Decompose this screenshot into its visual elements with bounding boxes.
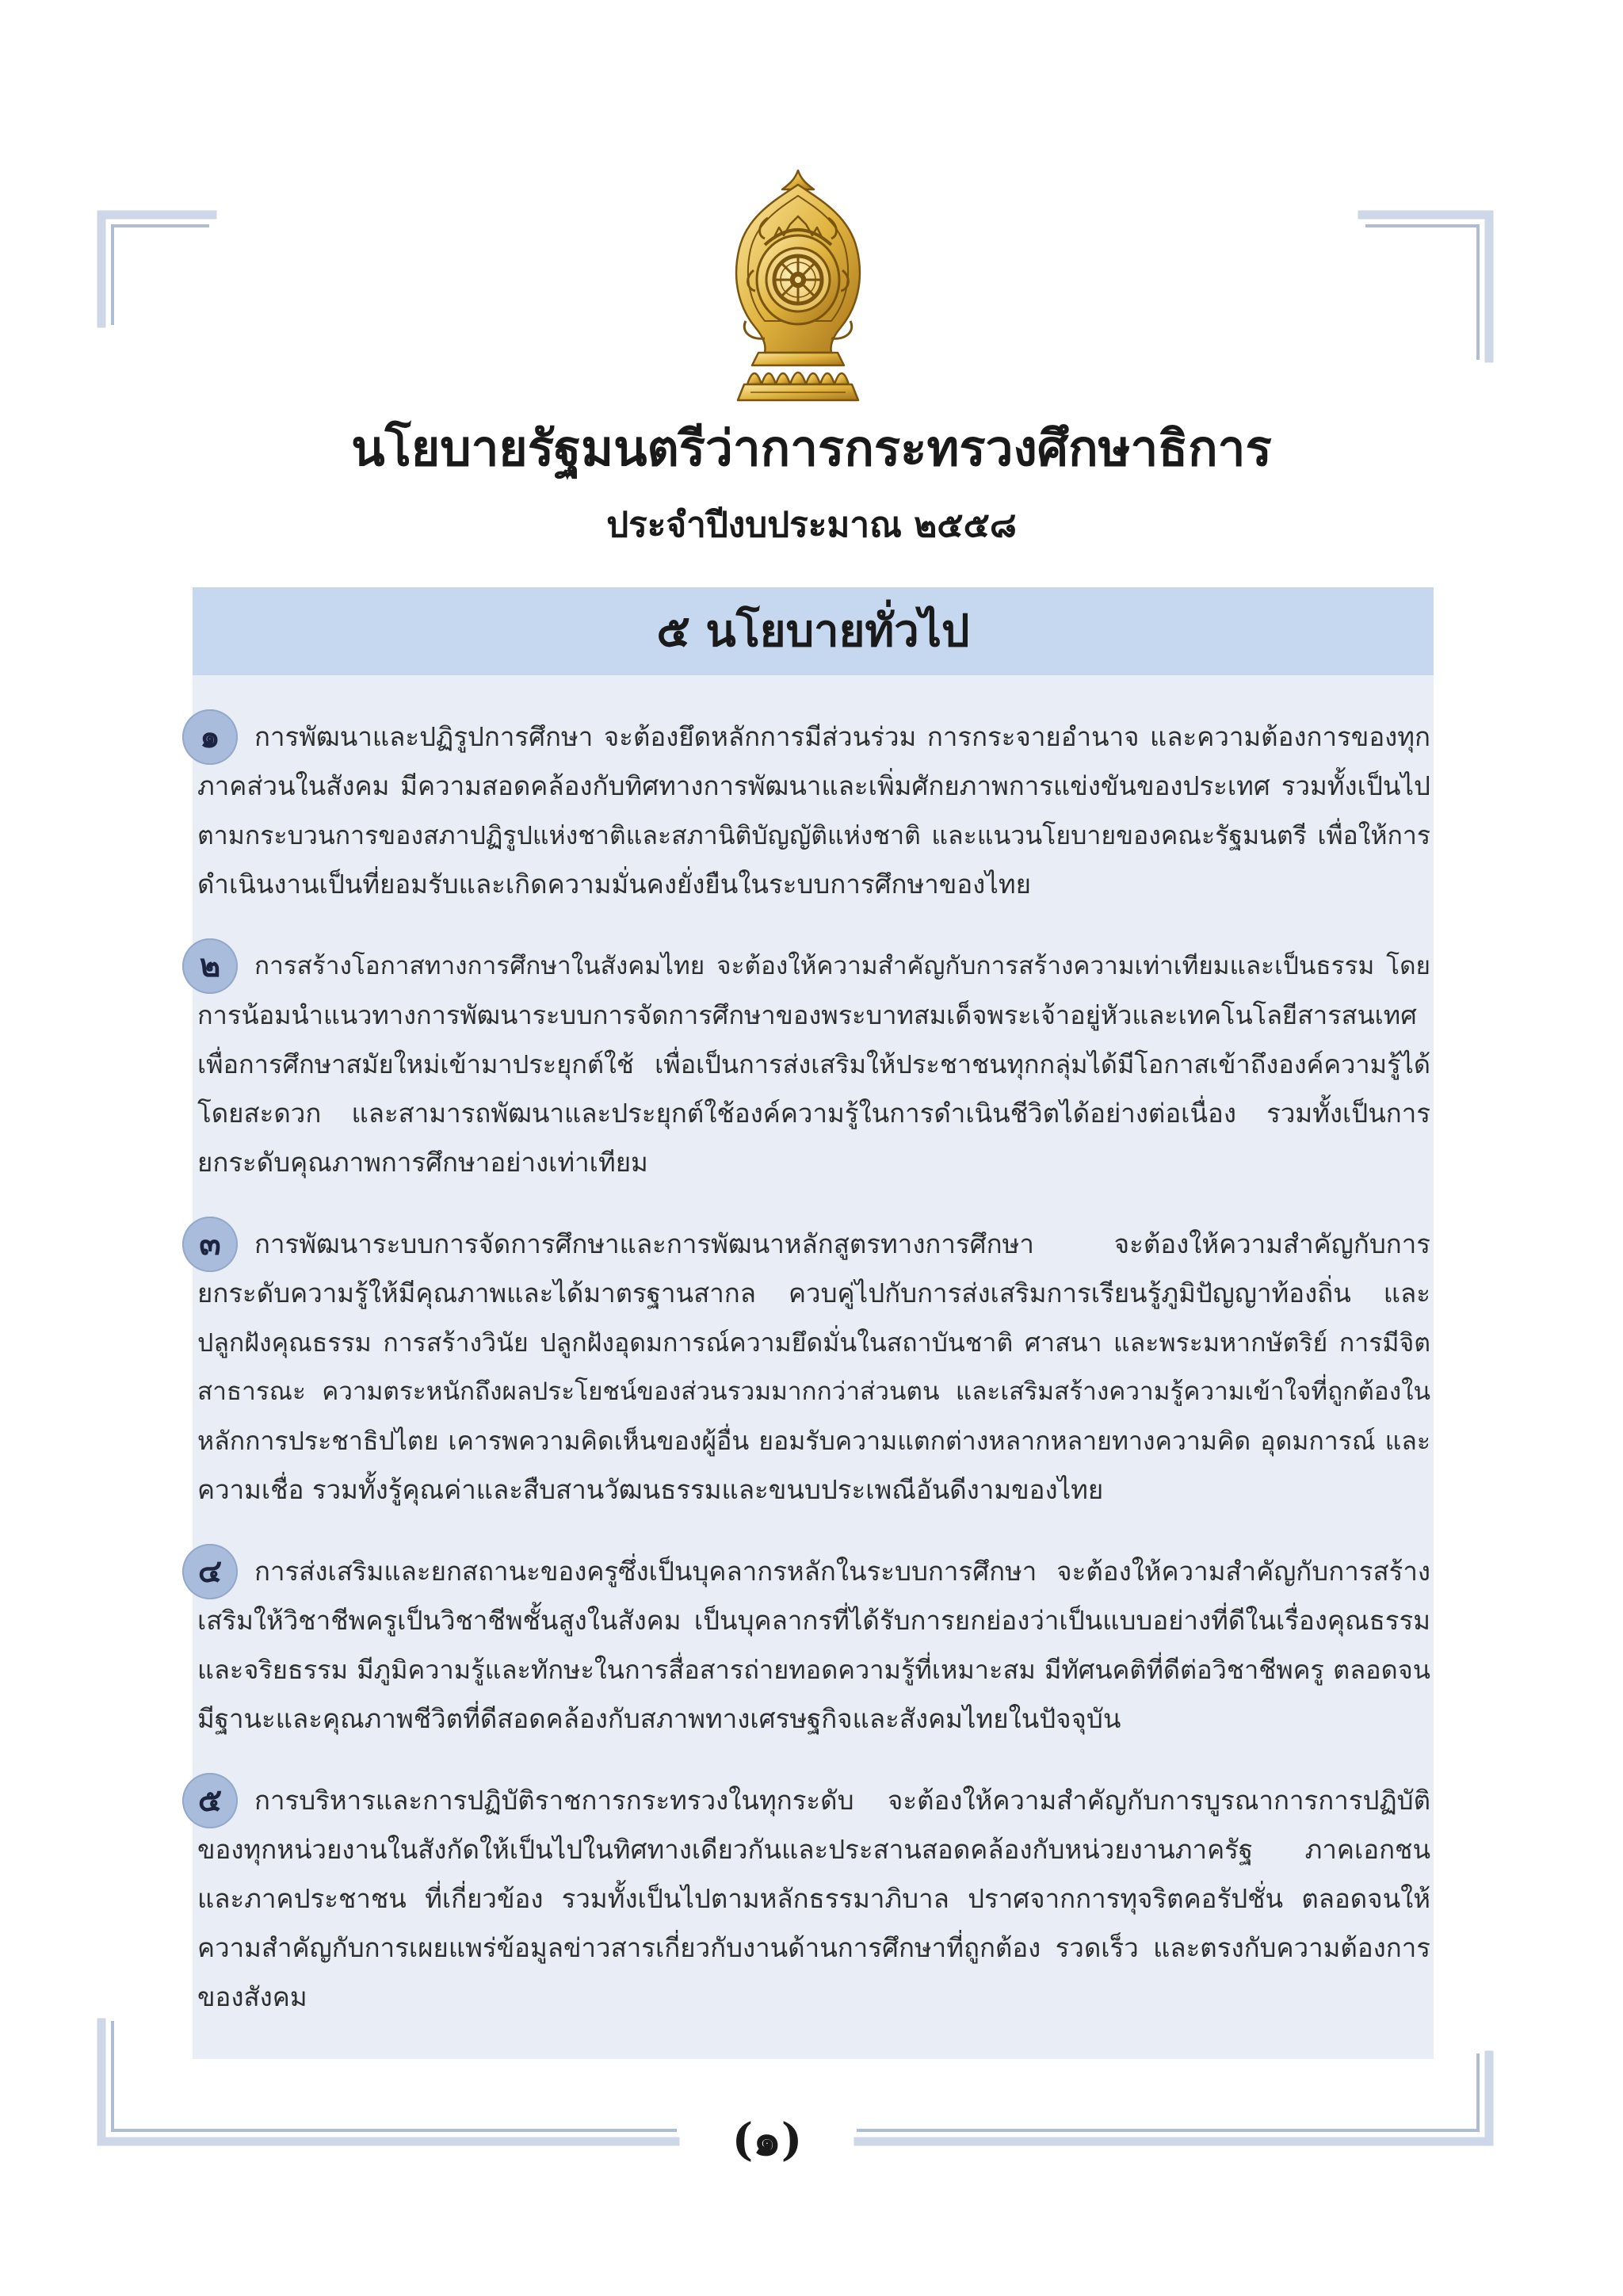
policy-text-line: เพื่อการศึกษาสมัยใหม่เข้ามาประยุกต์ใช้ เพื่อเป็นการส่งเสริมให้ประชาชนทุกกลุ่มได้มีโอกาสเข้าถึงองค์ความรู้ได้ [197, 1049, 1430, 1079]
policy-text-line: ยกระดับความรู้ให้มีคุณภาพและได้มาตรฐานสากล ควบคู่ไปกับการส่งเสริมการเรียนรู้ภูมิปัญญาท้องถิ่น และ [197, 1278, 1430, 1308]
frame-corner-top-right-outer [1362, 215, 1489, 358]
policy-text-line: ความสำคัญกับการเผยแพร่ข้อมูลข่าวสารเกี่ยวกับงานด้านการศึกษาที่ถูกต้อง รวดเร็ว และตรงกับความต้องการ [197, 1932, 1430, 1963]
policy-text-line: ของทุกหน่วยงานในสังกัดให้เป็นไปในทิศทางเดียวกันและประสานสอดคล้องกับหน่วยงานภาครัฐ ภาคเอกชน [197, 1834, 1430, 1865]
policy-list [193, 675, 1434, 2022]
policy-text-line: ยกระดับคุณภาพการศึกษาอย่างเท่าเทียม [197, 1147, 648, 1178]
ministry-emblem-logo [717, 169, 879, 403]
page-subtitle: ประจำปีงบประมาณ ๒๕๕๘ [606, 505, 1017, 545]
policy-number-badge: ๕ [182, 1773, 238, 1828]
policy-text-line: การส่งเสริมและยกสถานะของครูซึ่งเป็นบุคลากรหลักในระบบการศึกษา จะต้องให้ความสำคัญกับการสร้าง [254, 1556, 1430, 1587]
emblem-base-top [752, 353, 844, 365]
policy-text-line: หลักการประชาธิปไตย เคารพความคิดเห็นของผู้อื่น ยอมรับความแตกต่างหลากหลายทางความคิด อุดมการณ์ และ [197, 1426, 1430, 1456]
policy-text-line: และภาคประชาชน ที่เกี่ยวข้อง รวมทั้งเป็นไปตามหลักธรรมาภิบาล ปราศจากการทุจริตคอรัปชั่น ตลอดจนให้ [197, 1883, 1430, 1914]
policy-number-badge: ๒ [182, 938, 238, 994]
policy-item [197, 942, 1430, 1187]
page-number: (๑) [731, 2114, 803, 2166]
policy-number-badge: ๓ [182, 1217, 238, 1272]
policy-text-line: โดยสะดวก และสามารถพัฒนาและประยุกต์ใช้องค์ความรู้ในการดำเนินชีวิตได้อย่างต่อเนื่อง รวมทั้งเป็นการ [197, 1098, 1430, 1129]
policy-text-line: ดำเนินงานเป็นที่ยอมรับและเกิดความมั่นคงยั่งยืนในระบบการศึกษาของไทย [197, 869, 1031, 900]
policy-text-line: ความเชื่อ รวมทั้งรู้คุณค่าและสืบสานวัฒนธรรมและขนบประเพณีอันดีงามของไทย [197, 1474, 1104, 1505]
section-heading: ๕ นโยบายทั่วไป [193, 587, 1434, 675]
policy-item [197, 1220, 1430, 1515]
policy-text-line: เสริมให้วิชาชีพครูเป็นวิชาชีพชั้นสูงในสังคม เป็นบุคลากรที่ได้รับการยกย่องว่าเป็นแบบอย่างที่ดีในเรื่องคุณธรรม [197, 1605, 1430, 1636]
dharma-wheel-icon [774, 256, 822, 304]
frame-corner-bottom-right-inner [858, 2055, 1478, 2130]
frame-corner-top-left-outer [101, 215, 212, 323]
policy-text-line: การพัฒนาและปฏิรูปการศึกษา จะต้องยึดหลักการมีส่วนร่วม การกระจายอำนาจ และความต้องการของทุก [254, 721, 1430, 752]
frame-corner-top-left-inner [113, 226, 208, 323]
frame-corner-top-right-inner [1367, 226, 1478, 358]
policy-number-badge: ๔ [182, 1544, 238, 1599]
frame-corner-bottom-right-outer [858, 2055, 1489, 2141]
policy-text-line: การพัฒนาระบบการจัดการศึกษาและการพัฒนาหลักสูตรทางการศึกษา จะต้องให้ความสำคัญกับการ [254, 1228, 1430, 1259]
policy-number-badge: ๑ [182, 709, 238, 765]
policy-text-line: การสร้างโอกาสทางการศึกษาในสังคมไทย จะต้องให้ความสำคัญกับการสร้างความเท่าเทียมและเป็นธรรม โดย [254, 952, 1430, 980]
policy-text-line: การบริหารและการปฏิบัติราชการกระทรวงในทุกระดับ จะต้องให้ความสำคัญกับการบูรณาการการปฏิบัติ [254, 1785, 1430, 1816]
policy-text-line: ปลูกฝังคุณธรรม การสร้างวินัย ปลูกฝังอุดมการณ์ความยึดมั่นในสถาบันชาติ ศาสนา และพระมหากษัตริย์ การมีจิต [197, 1328, 1430, 1358]
emblem-lotus-petals [747, 372, 849, 384]
policy-item [197, 1776, 1430, 2022]
policy-text-line: การน้อมนำแนวทางการพัฒนาระบบการจัดการศึกษาของพระบาทสมเด็จพระเจ้าอยู่หัวและเทคโนโลยีสารสนเทศ [197, 1000, 1417, 1030]
policy-section [193, 587, 1434, 2059]
policy-item [197, 1547, 1430, 1744]
policy-text-line: ตามกระบวนการของสภาปฏิรูปแห่งชาติและสภานิติบัญญัติแห่งชาติ และแนวนโยบายของคณะรัฐมนตรี เพื่อให้การ [197, 820, 1430, 850]
policy-text-line: สาธารณะ ความตระหนักถึงผลประโยชน์ของส่วนรวมมากกว่าส่วนตน และเสริมสร้างความรู้ความเข้าใจที่ถูกต้องใน [197, 1377, 1430, 1406]
policy-text-line: มีฐานะและคุณภาพชีวิตที่ดีสอดคล้องกับสภาพทางเศรษฐกิจและสังคมไทยในปัจจุบัน [197, 1703, 1121, 1734]
policy-text-line: ภาคส่วนในสังคม มีความสอดคล้องกับทิศทางการพัฒนาและเพิ่มศักยภาพการแข่งขันของประเทศ รวมทั้งเป็นไป [197, 770, 1430, 801]
page-title: นโยบายรัฐมนตรีว่าการกระทรวงศึกษาธิการ [351, 419, 1272, 477]
policy-item [197, 712, 1430, 909]
policy-text-line: ของสังคม [197, 1981, 307, 2012]
policy-text-line: และจริยธรรม มีภูมิความรู้และทักษะในการสื่อสารถ่ายทอดความรู้ที่เหมาะสม มีทัศนคติที่ดีต่อวิชาชีพครู ตลอดจน [197, 1655, 1430, 1685]
